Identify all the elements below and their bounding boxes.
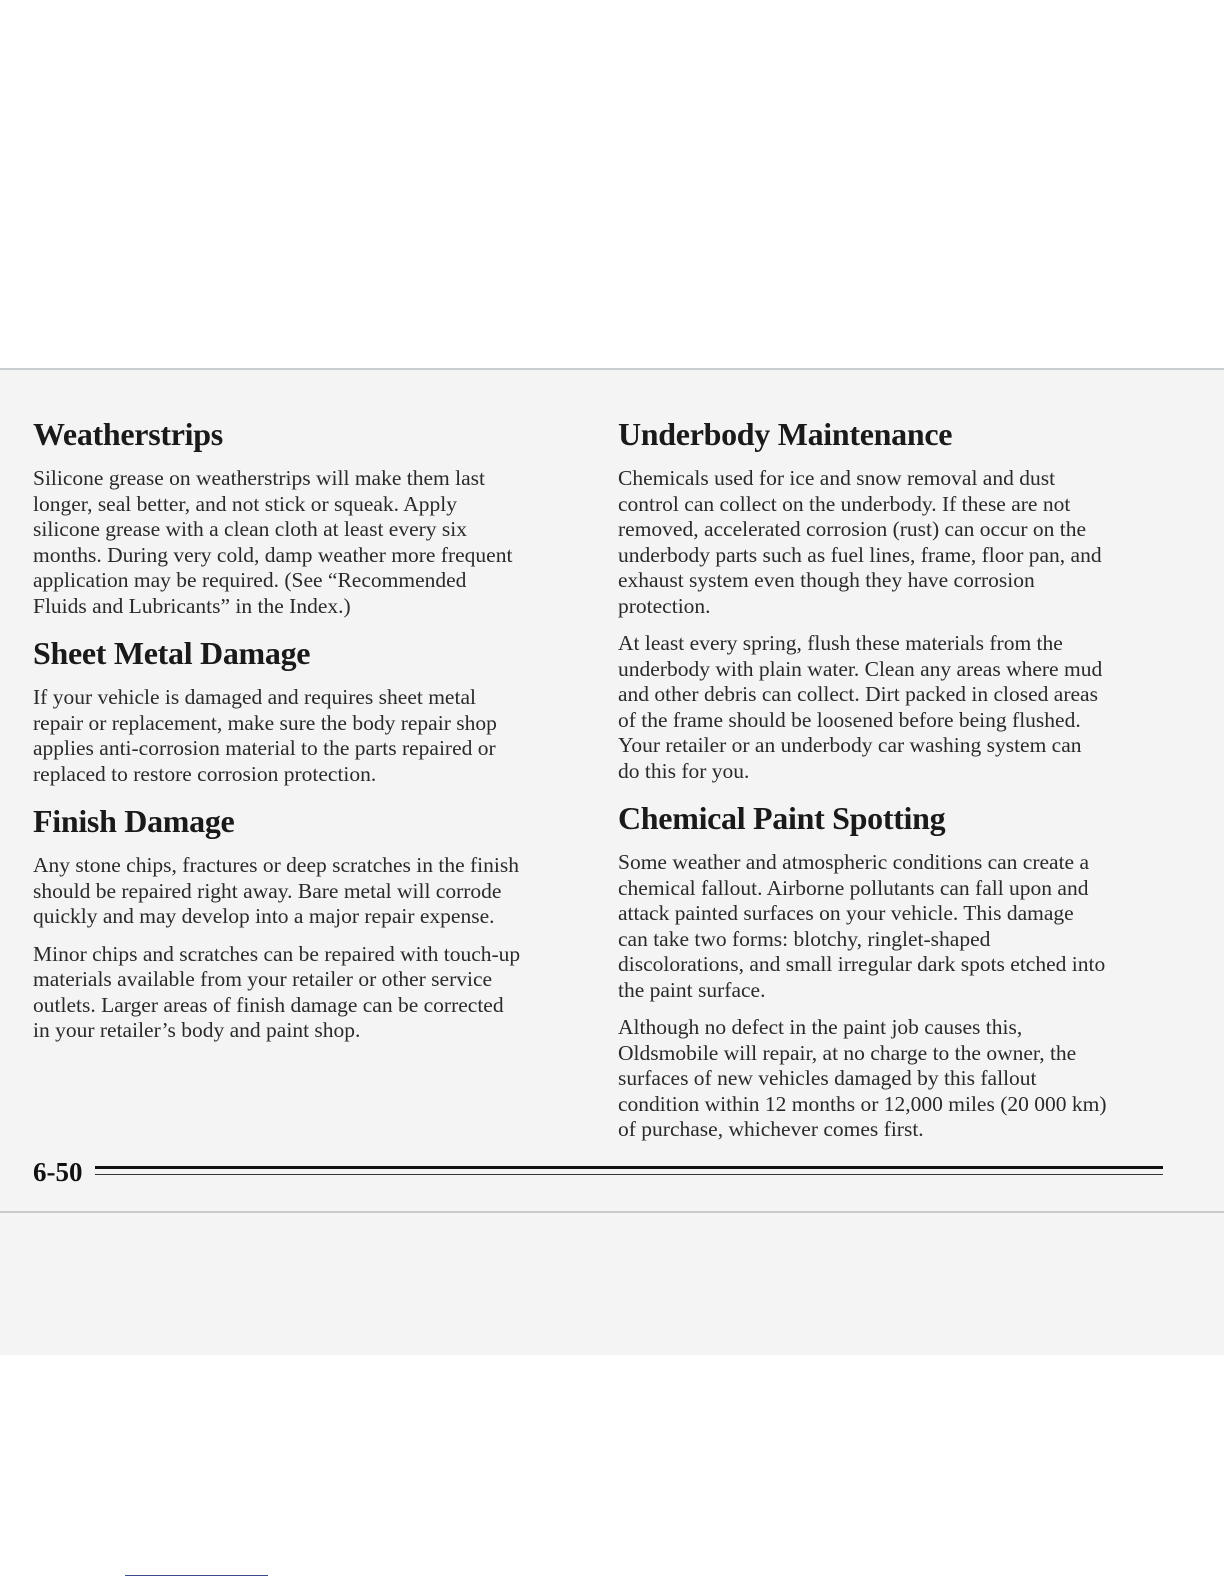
section-weatherstrips: [33, 412, 578, 619]
section-title: Weatherstrips: [33, 416, 223, 452]
paragraph: At least every spring, flush these materials from the underbody with plain water. Clean any areas where mud and other debris can collect. Dirt packed in closed areas of the frame should be loosened before being flushed. Your retailer or an underbody car washing system can do this for you.: [618, 631, 1103, 783]
footer-rule-thick: [95, 1166, 1163, 1169]
paragraph: Minor chips and scratches can be repaired with touch-up materials available from your retailer or other service outlets. Larger areas of finish damage can be corrected in your retailer’s body and paint shop.: [33, 941, 521, 1042]
page-footer: [33, 1157, 1163, 1187]
paragraph: Some weather and atmospheric conditions can create a chemical fallout. Airborne pollutants can fall upon and attack painted surfaces on your vehicle. This damage can take two forms: blotchy, ringlet-shaped discolorations, and small irregular dark spots etched into the paint surface.: [618, 850, 1106, 1002]
corner-mark: [125, 1575, 268, 1576]
section-title: Finish Damage: [33, 803, 235, 839]
section-title: Chemical Paint Spotting: [618, 800, 946, 836]
bottom-divider: [0, 1211, 1224, 1213]
paragraph: If your vehicle is damaged and requires sheet metal repair or replacement, make sure the body repair shop applies anti-corrosion material to the parts repaired or replaced to restore corrosion protection.: [33, 685, 497, 786]
paragraph: Silicone grease on weatherstrips will make them last longer, seal better, and not stick or squeak. Apply silicone grease with a clean cloth at least every six months. During very cold, damp weather more frequent application may be required. (See “Recommended Fluids and Lubricants” in the Index.): [33, 466, 513, 618]
right-column: [618, 412, 1163, 1155]
section-title: Sheet Metal Damage: [33, 635, 311, 671]
section-underbody-maintenance: [618, 412, 1163, 784]
section-title: Underbody Maintenance: [618, 416, 953, 452]
footer-rule-thin: [95, 1174, 1163, 1175]
paragraph: Chemicals used for ice and snow removal and dust control can collect on the underbody. If these are not removed, accelerated corrosion (rust) can occur on the underbody parts such as fuel lines, frame, floor pan, and exhaust system even though they have corrosion protection.: [618, 466, 1102, 618]
page-number: 6-50: [33, 1157, 83, 1187]
section-chemical-paint-spotting: [618, 796, 1163, 1143]
section-finish-damage: [33, 799, 578, 1044]
paragraph: Any stone chips, fractures or deep scratches in the finish should be repaired right away. Bare metal will corrode quickly and may develop into a major repair expense.: [33, 853, 519, 928]
section-sheet-metal-damage: [33, 631, 578, 787]
paragraph: Although no defect in the paint job causes this, Oldsmobile will repair, at no charge to the owner, the surfaces of new vehicles damaged by this fallout condition within 12 months or 12,000 miles (20 000 km) of purchase, whichever comes first.: [618, 1015, 1107, 1141]
left-column: [33, 412, 578, 1056]
